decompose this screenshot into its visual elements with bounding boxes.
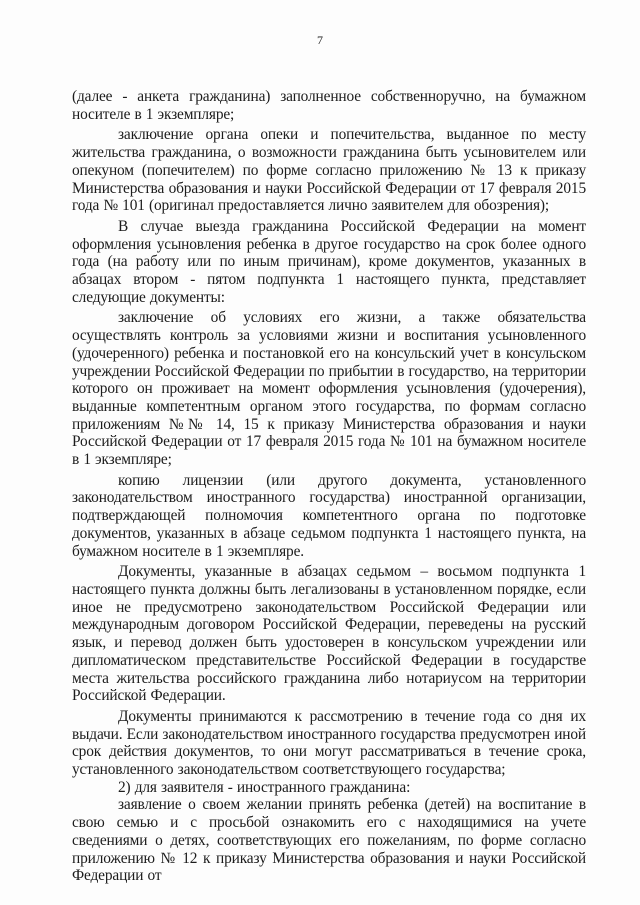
- paragraph-inostranny-grazhdanin: 2) для заявителя - иностранного гражданина:: [118, 778, 411, 796]
- paragraph-zaklyuchenie-opeki: заключение органа опеки и попечительства, выданное по месту жительства гражданина, о возможности гражданина быть усыновителем или опекуном (попечителем) по форме согласно приложению № 13 к приказу Министерства образования и науки Российской Федерации от 17 февраля 2015 года № 101 (оригинал предоставляется лично заявителем для обозрения);: [72, 126, 586, 215]
- paragraph-srok-rassmotreniya: Документы принимаются к рассмотрению в течение года со дня их выдачи. Если законодательством иностранного государства предусмотрен иной срок действия документов, то они могут рассматриваться в течение срока, установленного законодательством соответствующего государства;: [72, 707, 586, 779]
- paragraph-vyezd-grazhdanina: В случае выезда гражданина Российской Федерации на момент оформления усыновления ребенка в другое государство на срок более одного года (на работу или по иным причинам), кроме документов, указанных в абзацах втором - пятом подпункта 1 настоящего пункта, представляет следующие документы:: [72, 217, 586, 306]
- paragraph-kopiya-litsenzii: копию лицензии (или другого документа, установленного законодательством иностранного государства) иностранной организации, подтверждающей полномочия компетентного органа по подготовке документов, указанных в абзаце седьмом подпункта 1 настоящего пункта, на бумажном носителе в 1 экземпляре.: [72, 471, 586, 560]
- paragraph-legalizatsiya: Документы, указанные в абзацах седьмом – восьмом подпункта 1 настоящего пункта должны быть легализованы в установленном порядке, если иное не предусмотрено законодательством Российской Федерации или международным договором Российской Федерации, переведены на русский язык, и перевод должен быть удостоверен в консульском учреждении или дипломатическом представительстве Российской Федерации в государстве места жительства российского гражданина либо нотариусом на территории Российской Федерации.: [72, 563, 586, 705]
- document-body: [72, 88, 586, 885]
- paragraph-zayavlenie: заявление о своем желании принять ребенка (детей) на воспитание в свою семью и с просьбой ознакомить его с находящимися на учете сведениями о детях, соответствующих его пожеланиям, по форме согласно приложению № 12 к приказу Министерства образования и науки Российской Федерации от: [72, 796, 586, 885]
- page-number: 7: [317, 33, 323, 47]
- paragraph-anketa: (далее - анкета гражданина) заполненное собственноручно, на бумажном носителе в 1 экземпляре;: [72, 88, 586, 123]
- paragraph-zaklyuchenie-ob-usloviyakh: заключение об условиях его жизни, а также обязательства осуществлять контроль за условиями жизни и воспитания усыновленного (удочеренного) ребенка и постановкой его на консульский учет в консульском учреждении Российской Федерации по прибытии в государство, на территории которого он проживает на момент оформления усыновления (удочерения), выданные компетентным органом этого государства, по формам согласно приложениям №№ 14, 15 к приказу Министерства образования и науки Российской Федерации от 17 февраля 2015 года № 101 на бумажном носителе в 1 экземпляре;: [72, 309, 586, 469]
